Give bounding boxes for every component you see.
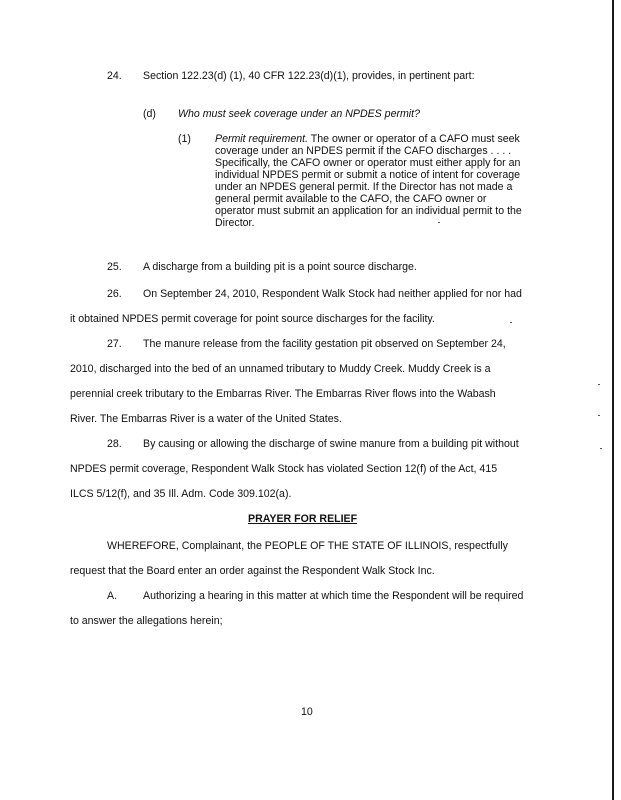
item-a-line: Authorizing a hearing in this matter at which time the Respondent will be required [143,590,524,602]
para-28-line: NPDES permit coverage, Respondent Walk Stock has violated Section 12(f) of the Act, 415 [70,463,498,475]
para-26-line: it obtained NPDES permit coverage for point source discharges for the facility. [70,313,435,325]
para-25-number: 25. [107,261,122,273]
quote-line: under an NPDES general permit. If the Director has not made a [215,181,513,193]
para-27-line: The manure release from the facility gestation pit observed on September 24, [143,338,506,350]
item-line-1: The owner or operator of a CAFO must seek [310,133,520,145]
item-a-line: to answer the allegations herein; [70,615,223,627]
scan-speck [598,384,600,385]
para-28-line: By causing or allowing the discharge of swine manure from a building pit without [143,438,519,450]
item-a-label: A. [107,590,118,602]
para-24-text: Section 122.23(d) (1), 40 CFR 122.23(d)(1), provides, in pertinent part: [143,70,475,82]
quote-line: Specifically, the CAFO owner or operator must either apply for an [215,157,521,169]
quote-line: individual NPDES permit or submit a notice of intent for coverage [215,169,521,181]
scan-speck [600,448,602,449]
quote-line: coverage under an NPDES permit if the CAFO discharges . . . . [215,145,512,157]
sub-label-d: (d) [143,108,156,120]
quote-line: general permit available to the CAFO, the CAFO owner or [215,193,487,205]
scan-speck [510,322,512,323]
para-25-text: A discharge from a building pit is a point source discharge. [143,261,417,273]
scan-speck [438,222,440,223]
para-27-number: 27. [107,338,122,350]
page-number: 10 [301,706,313,718]
prayer-line: WHEREFORE, Complainant, the PEOPLE OF THE STATE OF ILLINOIS, respectfully [107,540,508,552]
quote-line: operator must submit an application for an individual permit to the [215,205,522,217]
para-28-number: 28. [107,438,122,450]
para-26-number: 26. [107,288,122,300]
para-27-line: 2010, discharged into the bed of an unnamed tributary to Muddy Creek. Muddy Creek is a [70,363,491,375]
para-28-line: ILCS 5/12(f), and 35 Ill. Adm. Code 309.102(a). [70,488,292,500]
para-24-number: 24. [107,70,122,82]
sub-heading: Who must seek coverage under an NPDES permit? [178,108,421,120]
para-27-line: River. The Embarras River is a water of the United States. [70,413,342,425]
page-edge-line [612,0,614,800]
prayer-line: request that the Board enter an order against the Respondent Walk Stock Inc. [70,565,435,577]
para-26-line: On September 24, 2010, Respondent Walk Stock had neither applied for nor had [143,288,522,300]
item-lead: Permit requirement. [215,133,309,145]
para-27-line: perennial creek tributary to the Embarras River. The Embarras River flows into the Wabash [70,388,496,400]
quote-line: Director. [215,217,255,229]
scan-speck [598,415,600,416]
prayer-heading: PRAYER FOR RELIEF [248,513,358,525]
item-number: (1) [178,133,191,145]
